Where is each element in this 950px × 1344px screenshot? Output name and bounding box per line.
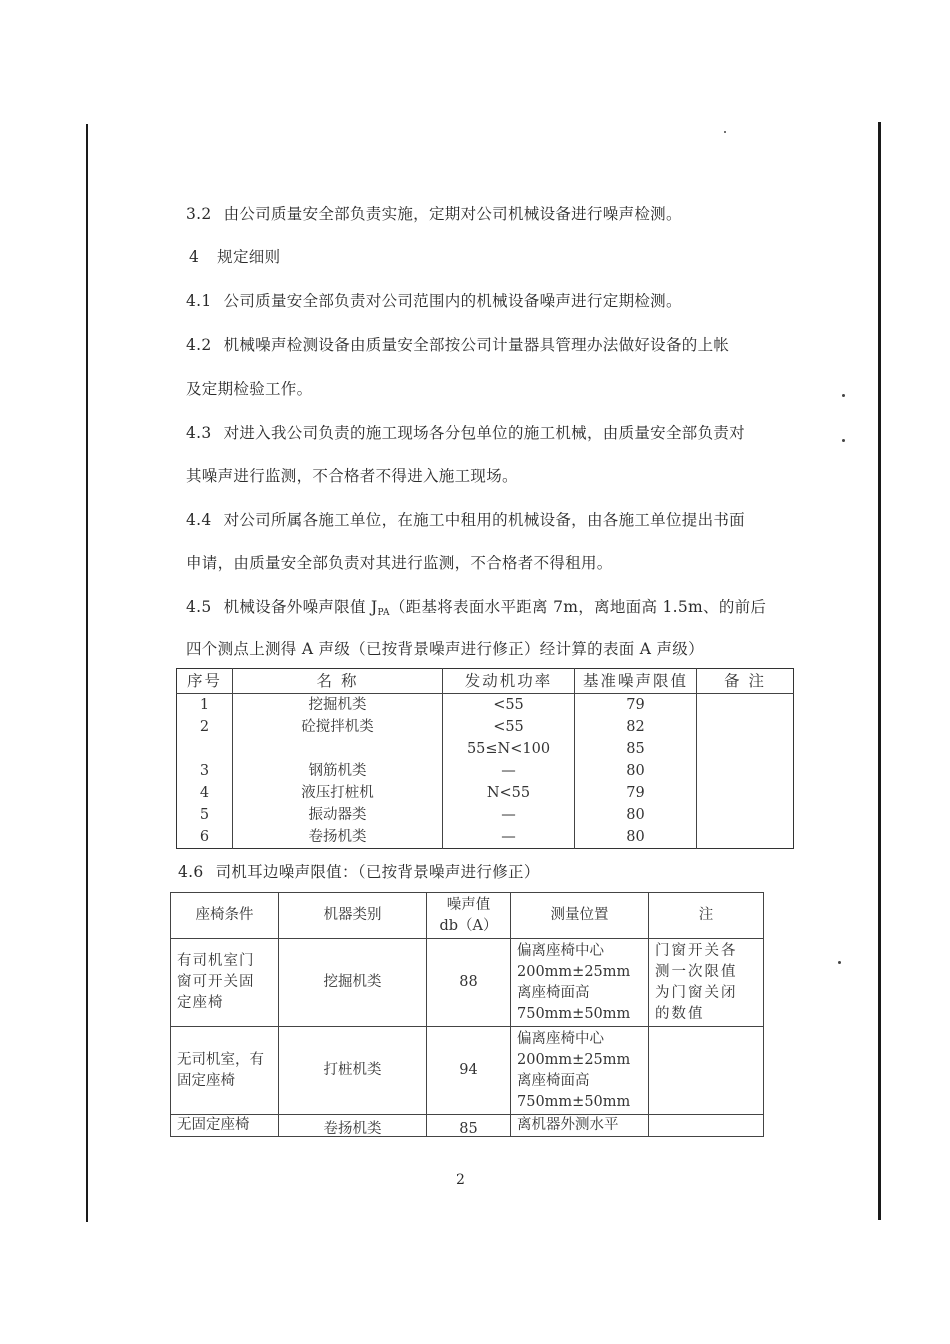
paragraph-4-4-cont: 申请，由质量安全部负责对其进行监测，不合格者不得租用。 — [186, 554, 613, 572]
table-cell — [697, 716, 794, 738]
table-cell: 挖掘机类 — [233, 694, 443, 717]
table-cell: 液压打桩机 — [233, 782, 443, 804]
table-cell: 砼搅拌机类 — [233, 716, 443, 738]
table-cell: 卷扬机类 — [279, 1115, 427, 1137]
paragraph-4-5: 4.5 机械设备外噪声限值 $J_{PA}$（距基将表面水平距离 7m，离地面高 1.5m、的前后 — [186, 598, 767, 618]
driver-ear-noise-table — [170, 892, 764, 1137]
header-cell: 序号 — [177, 669, 233, 694]
table-row — [177, 694, 794, 717]
table-cell — [177, 738, 233, 760]
paragraph-4-2-cont: 及定期检验工作。 — [186, 380, 313, 398]
table-cell: 3 — [199, 763, 210, 779]
header-cell: 注 — [649, 893, 764, 939]
table-row — [177, 782, 794, 804]
table-cell: <55 — [443, 716, 575, 738]
paragraph-4-3: 4.3 对进入我公司负责的施工现场各分包单位的施工机械，由质量安全部负责对 — [186, 424, 745, 442]
table-row — [171, 1115, 764, 1137]
paragraph-4-4: 4.4 对公司所属各施工单位，在施工中租用的机械设备，由各施工单位提出书面 — [186, 511, 745, 529]
table-cell: <55 — [443, 694, 575, 717]
table-cell — [649, 1115, 764, 1137]
table-cell: 钢筋机类 — [233, 760, 443, 782]
table-row — [171, 939, 764, 1027]
table-cell: 挖掘机类 — [279, 939, 427, 1027]
table-row — [177, 716, 794, 738]
table-cell: 88 — [427, 939, 511, 1027]
table-cell: 4 — [199, 785, 210, 801]
paragraph-3-2: 3.2 由公司质量安全部负责实施，定期对公司机械设备进行噪声检测。 — [186, 205, 682, 223]
table-row — [177, 804, 794, 826]
table-row — [177, 826, 794, 849]
table-cell: 2 — [199, 719, 210, 735]
table-cell: 1 — [199, 697, 210, 713]
scan-speck — [842, 439, 845, 442]
scan-speck — [724, 131, 726, 133]
table-cell: — — [443, 826, 575, 849]
table-cell — [697, 760, 794, 782]
table-header-row — [177, 669, 794, 694]
table-row — [177, 738, 794, 760]
table-cell: 82 — [575, 716, 697, 738]
scan-speck — [838, 961, 841, 964]
table-cell: 打桩机类 — [279, 1027, 427, 1115]
paragraph-4-3-cont: 其噪声进行监测，不合格者不得进入施工现场。 — [186, 467, 518, 485]
table-cell — [697, 782, 794, 804]
table-row — [171, 1027, 764, 1115]
paragraph-4-2: 4.2 机械噪声检测设备由质量安全部按公司计量器具管理办法做好设备的上帐 — [186, 336, 730, 354]
table-cell — [697, 826, 794, 849]
table-cell: 无司机室，有 固定座椅 — [171, 1027, 279, 1115]
table-cell: 79 — [575, 782, 697, 804]
table-cell: 80 — [575, 826, 697, 849]
table-cell — [697, 694, 794, 717]
table-cell: — — [443, 804, 575, 826]
table-cell: 偏离座椅中心 200mm±25mm 离座椅面高 750mm±50mm — [511, 939, 649, 1027]
heading-4: 4 规定细则 — [189, 248, 281, 266]
table-cell: N<55 — [443, 782, 575, 804]
table-cell — [697, 804, 794, 826]
table-cell: 94 — [427, 1027, 511, 1115]
table-cell: 离机器外测水平 — [511, 1115, 649, 1137]
paragraph-4-6: 4.6 司机耳边噪声限值：（已按背景噪声进行修正） — [178, 863, 540, 881]
page-number: 2 — [456, 1172, 465, 1188]
paragraph-4-1: 4.1 公司质量安全部负责对公司范围内的机械设备噪声进行定期检测。 — [186, 292, 682, 310]
table-cell — [649, 1027, 764, 1115]
table-cell: 55≤N<100 — [443, 738, 575, 760]
table-cell: 85 — [575, 738, 697, 760]
table-cell: 6 — [199, 829, 210, 845]
table-cell: 80 — [575, 760, 697, 782]
header-cell: 发动机功率 — [443, 669, 575, 694]
table-cell: 有司机室门 窗可开关固 定座椅 — [171, 939, 279, 1027]
table-row — [177, 760, 794, 782]
table-cell: 85 — [427, 1115, 511, 1137]
paragraph-4-5-cont: 四个测点上测得 A 声级（已按背景噪声进行修正）经计算的表面 A 声级） — [186, 640, 704, 658]
table-cell: 卷扬机类 — [233, 826, 443, 849]
table-cell: 无固定座椅 — [171, 1115, 279, 1137]
right-scan-edge — [878, 122, 881, 1220]
header-cell: 座椅条件 — [171, 893, 279, 939]
table-cell: 79 — [575, 694, 697, 717]
table-header-row — [171, 893, 764, 939]
table-cell: 振动器类 — [233, 804, 443, 826]
table-cell: — — [443, 760, 575, 782]
header-cell: 备 注 — [697, 669, 794, 694]
table-cell: 偏离座椅中心 200mm±25mm 离座椅面高 750mm±50mm — [511, 1027, 649, 1115]
table-cell — [697, 738, 794, 760]
table-cell: 门窗开关各 测一次限值 为门窗关闭 的数值 — [649, 939, 764, 1027]
table-cell: 80 — [575, 804, 697, 826]
header-cell: 机器类别 — [279, 893, 427, 939]
noise-limit-table — [176, 668, 794, 849]
table-cell: 5 — [199, 807, 210, 823]
table-cell — [233, 738, 443, 760]
header-cell: 测量位置 — [511, 893, 649, 939]
header-cell: 基准噪声限值 — [575, 669, 697, 694]
header-cell: 名 称 — [233, 669, 443, 694]
left-scan-edge — [86, 124, 88, 1222]
scan-speck — [842, 394, 845, 397]
header-cell: 噪声值 db（A） — [427, 893, 511, 939]
